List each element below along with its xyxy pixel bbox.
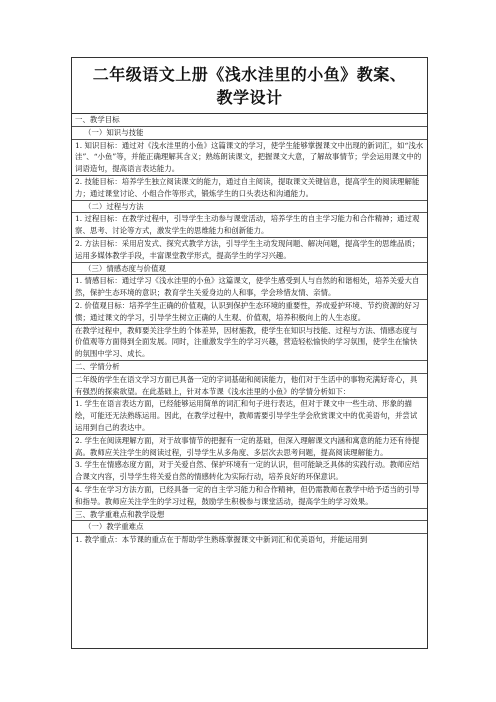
table-row: 1. 过程目标：在教学过程中，引导学生主动参与课堂活动，培养学生的自主学习能力和合作精神；通过观察、思考、讨论等方式，激发学生的思维能力和创新能力。: [72, 213, 427, 238]
table-row: 4. 学生在学习方法方面，已经具备一定的自主学习能力和合作精神，但仍需教师在教学中给予适当的引导和指导。教师应关注学生的学习过程，鼓励学生积极参与课堂活动，提高学生的学习效果。: [72, 484, 427, 509]
table-row: 1. 情感目标：通过学习《浅水洼里的小鱼》这篇课文，使学生感受到人与自然的和谐相处，培养关爱大自然，保护生态环境的意识；教育学生关爱身边的人和事，学会珍惜友情、亲情。: [72, 275, 427, 300]
table-row: 1. 知识目标：通过对《浅水洼里的小鱼》这篇课文的学习，使学生能够掌握课文中出现的新词汇，如“浅水洼”、“小鱼”等，并能正确理解其含义；熟练朗读课文，把握课文大意，了解故事情节；学会运用课文中的词语造句，提高语言表达能力。: [72, 140, 427, 176]
table-row: 1. 教学重点：本节课的重点在于帮助学生熟练掌握课文中新词汇和优美语句，并能运用到: [75, 535, 368, 545]
table-row: 2. 学生在阅读理解方面，对于故事情节的把握有一定的基础，但深入理解课文内涵和寓意的能力还有待提高。教师应关注学生的阅读过程，引导学生从多角度、多层次去思考问题，提高阅读理解能力。: [72, 435, 427, 460]
document-page: [71, 57, 428, 649]
table-row: 2. 技能目标：培养学生独立阅读课文的能力，通过自主阅读，提取课文关键信息，提高学生的阅读理解能力；通过课堂讨论、小组合作等形式，锻炼学生的口头表达和沟通能力。: [72, 176, 427, 201]
table-row: （一）知识与技能: [72, 127, 427, 140]
content-rows: [72, 114, 427, 546]
table-row: 三、教学重难点和教学设想: [72, 509, 427, 522]
table-row: 2. 价值观目标：培养学生正确的价值观，认识到保护生态环境的重要性，养成爱护环境、节约资源的好习惯；通过课文的学习，引导学生树立正确的人生观、价值观，培养积极向上的人生态度。: [72, 300, 427, 325]
table-row: （三）情感态度与价值观: [72, 263, 427, 276]
table-row: 二年级的学生在语文学习方面已具备一定的字词基础和阅读能力，他们对于生活中的事物充满好奇心，具有强烈的探索欲望。在此基础上，针对本节课《浅水洼里的小鱼》的学情分析如下：: [72, 374, 427, 399]
table-row: 1. 学生在语言表达方面，已经能够运用简单的词汇和句子进行表达，但对于课文中一些生动、形象的描绘，可能还无法熟练运用。因此，在教学过程中，教师需要引导学生学会欣赏课文中的优美语句，并尝试运用到自己的表达中。: [72, 398, 427, 434]
table-row: 一、教学目标: [72, 114, 427, 127]
title-line-1: 二年级语文上册《浅水洼里的小鱼》教案、: [92, 65, 407, 84]
document-title: [72, 58, 427, 114]
table-row: 在教学过程中，教师要关注学生的个体差异，因材施教，使学生在知识与技能、过程与方法、情感态度与价值观等方面得到全面发展。同时，注重激发学生的学习兴趣，营造轻松愉快的学习氛围，使学生在愉快的氛围中学习、成长。: [72, 325, 427, 361]
table-row: （二）过程与方法: [72, 201, 427, 214]
table-row: （一）教学重难点: [72, 521, 427, 534]
title-line-2: 教学设计: [216, 88, 283, 107]
table-row: 二、学情分析: [72, 361, 427, 374]
table-row: 2. 方法目标：采用启发式、探究式教学方法，引导学生主动发现问题、解决问题，提高学生的思维品质；运用多媒体教学手段，丰富课堂教学形式，提高学生的学习兴趣。: [72, 238, 427, 263]
table-row: 3. 学生在情感态度方面，对于关爱自然、保护环境有一定的认识，但可能缺乏具体的实践行动。教师应结合课文内容，引导学生将关爱自然的情感转化为实际行动，培养良好的环保意识。: [72, 459, 427, 484]
